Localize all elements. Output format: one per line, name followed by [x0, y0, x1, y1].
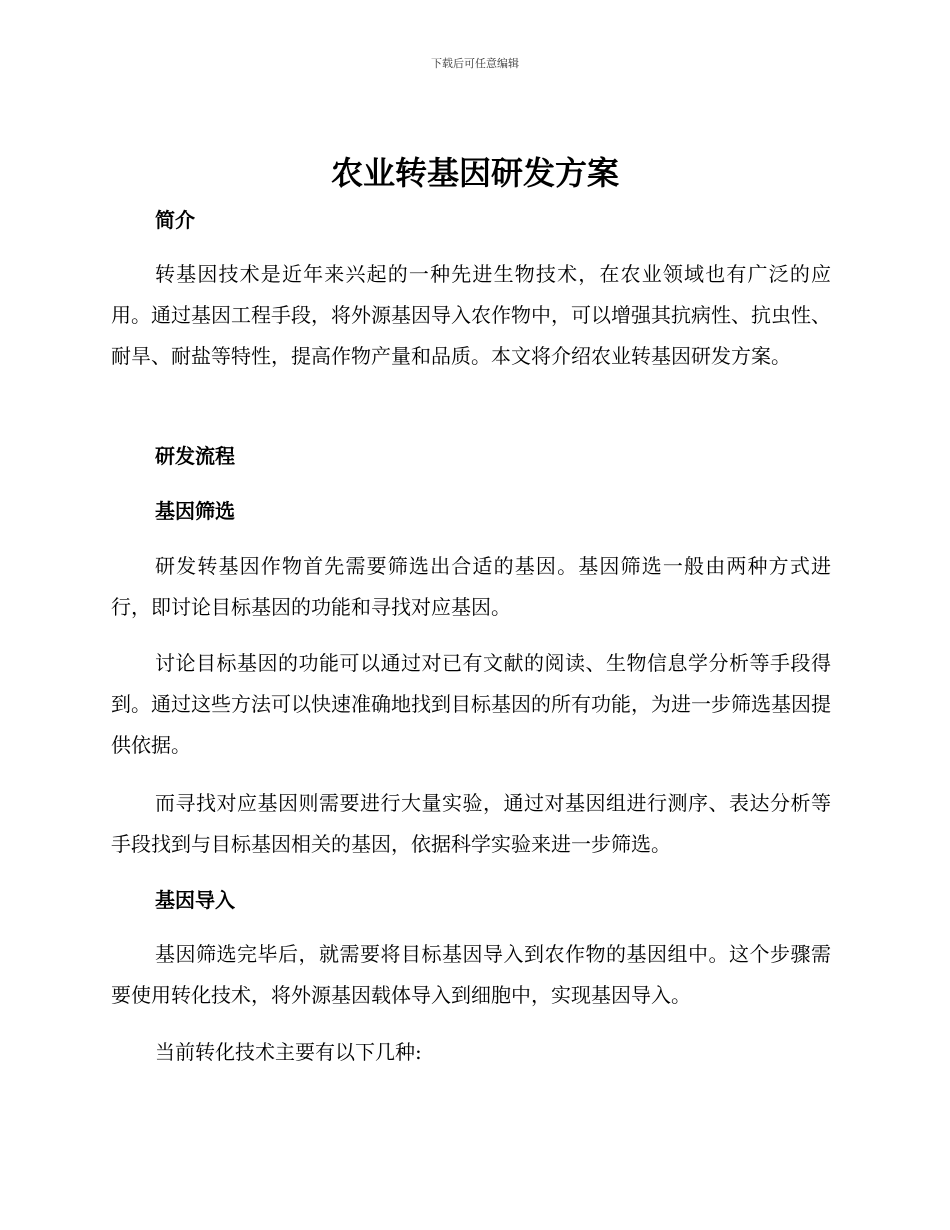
- paragraph-screening-2: 讨论目标基因的功能可以通过对已有文献的阅读、生物信息学分析等手段得到。通过这些方法可以快速准确地找到目标基因的所有功能，为进一步筛选基因提供依据。: [111, 651, 831, 757]
- paragraph-import-2: 当前转化技术主要有以下几种:: [155, 1040, 422, 1064]
- document-title: 农业转基因研发方案: [330, 154, 619, 192]
- paragraph-intro: 转基因技术是近年来兴起的一种先进生物技术，在农业领域也有广泛的应用。通过基因工程手段，将外源基因导入农作物中，可以增强其抗病性、抗虫性、耐旱、耐盐等特性，提高作物产量和品质。本文将介绍农业转基因研发方案。: [111, 262, 831, 368]
- page-header-note: 下载后可任意编辑: [431, 57, 519, 70]
- paragraph-import-1: 基因筛选完毕后，就需要将目标基因导入到农作物的基因组中。这个步骤需要使用转化技术，将外源基因载体导入到细胞中，实现基因导入。: [111, 942, 831, 1007]
- paragraph-screening-1: 研发转基因作物首先需要筛选出合适的基因。基因筛选一般由两种方式进行，即讨论目标基因的功能和寻找对应基因。: [111, 554, 831, 619]
- section-heading-screening: 基因筛选: [155, 499, 235, 523]
- paragraph-screening-3: 而寻找对应基因则需要进行大量实验，通过对基因组进行测序、表达分析等手段找到与目标基因相关的基因，依据科学实验来进一步筛选。: [111, 791, 831, 856]
- section-heading-process: 研发流程: [155, 444, 235, 468]
- section-heading-intro: 简介: [155, 208, 195, 232]
- section-heading-import: 基因导入: [155, 888, 235, 912]
